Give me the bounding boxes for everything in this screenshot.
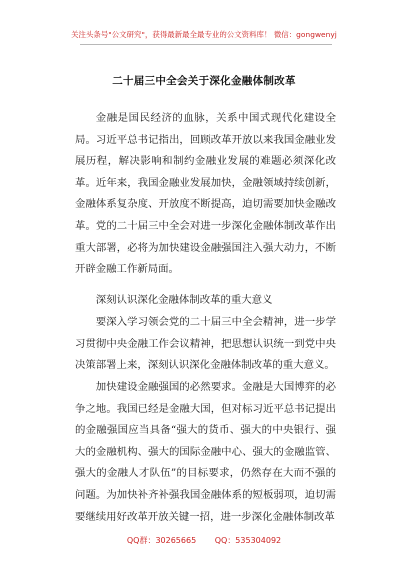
paragraph-study: 要深入学习领会党的二十届三中全会精神，进一步学习贯彻中央金融工作会议精神，把思想认识统一到党中央决策部署上来，深刻认识深化金融体制改革的重大意义。 — [75, 316, 336, 372]
footer-qq-group: QQ群：30265665 — [126, 536, 197, 545]
footer-contact — [0, 535, 408, 546]
paragraph-intro: 金融是国民经济的血脉，关系中国式现代化建设全局。习近平总书记指出，回顾改革开放以来我国金融业发展历程，解决影响和制约金融业发展的难题必须深化改革。近年来，我国金融业发展加快，金融领域持续创新，金融体系复杂度、开放度不断提高，迫切需要加快金融改革。党的二十届三中全会对进一步深化金融体制改革作出重大部署，必将为加快建设金融强国注入强大动力，不断开辟金融工作新局面。 — [75, 112, 336, 276]
document-title: 二十届三中全会关于深化金融体制改革 — [112, 75, 296, 87]
header-divider — [80, 44, 332, 45]
section-heading: 深刻认识深化金融体制改革的重大意义 — [95, 294, 273, 306]
footer-qq: QQ：535304092 — [214, 536, 282, 545]
header-note: 关注头条号"公文研究"，获得最新最全最专业的公文资料库！ 微信：gongwenyj — [71, 30, 337, 39]
paragraph-financial-power: 加快建设金融强国的必然要求。金融是大国博弈的必争之地。我国已经是金融大国，但对标习近平总书记提出的金融强国应当具备“强大的货币、强大的中央银行、强大的金融机构、强大的国际金融中心、强大的金融监管、强大的金融人才队伍”的目标要求，仍然存在大而不强的问题。为加快补齐补强我国金融体系的短板弱项，迫切需要继续用好改革开放关键一招，进一步深化金融体制改革 — [75, 381, 336, 523]
